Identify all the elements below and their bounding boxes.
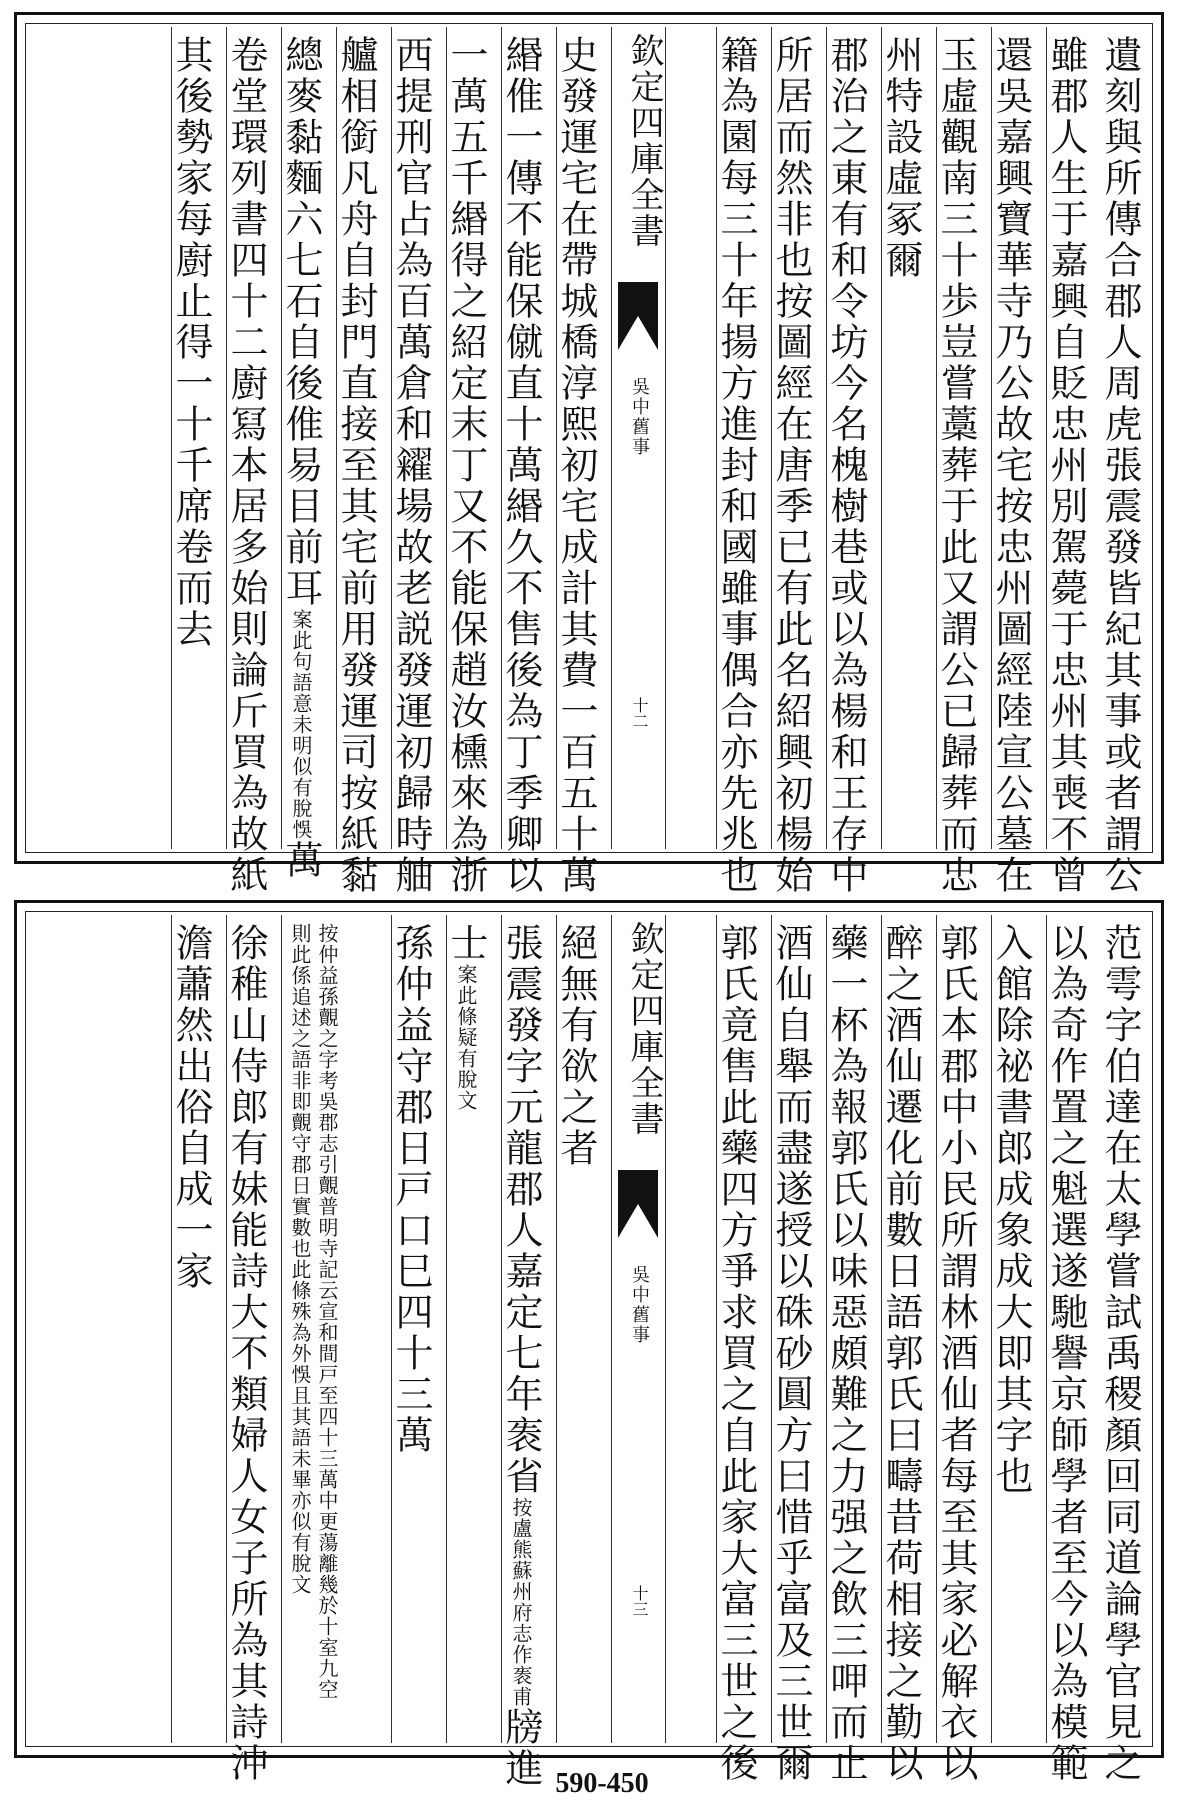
- folio-number: 十二: [630, 697, 649, 729]
- text-column: 范雩字伯達在太學嘗試禹稷顏回同道論學官見之: [1098, 923, 1142, 1784]
- text-column: 孫仲益守郡日戸口巳四十三萬: [391, 915, 446, 1743]
- center-fold: [611, 27, 666, 849]
- text-column: 澹蕭然出俗自成一家: [171, 915, 226, 1743]
- fish-tail-mark-icon: [618, 282, 658, 350]
- text-column: 以為奇作置之魁選遂馳譽京師學者至今以為模範: [1046, 915, 1101, 1743]
- folio-number: 十三: [630, 1585, 649, 1617]
- text-column: 其後勢家每廚止得一十千席卷而去: [171, 27, 226, 849]
- text-column: 卷堂環列書四十二廚冩本居多始則論斤買為故紙: [226, 27, 281, 849]
- editorial-note: 案此條疑有脫文: [454, 964, 478, 1111]
- text-column-with-note: 張震發字元龍郡人嘉定七年袠省按盧熊蘇州府志作袠甫牓進: [501, 915, 556, 1743]
- editorial-note: 按仲益孫覿之字考吳郡志引覿普明寺記云宣和間戸至四十三萬中更蕩離幾於十室九空則此係追述之語非即覿守郡日實數也此條殊為外悞且其語未畢亦似有脫文: [288, 923, 339, 1700]
- book-name: 吳中舊事: [629, 1265, 650, 1345]
- text-column: 徐稚山侍郎有妹能詩大不類婦人女子所為其詩沖: [226, 915, 281, 1743]
- center-fold: [611, 915, 666, 1743]
- text-column: 醉之酒仙遷化前數日語郭氏曰疇昔荷相接之勤以: [881, 915, 936, 1743]
- fish-tail-mark-icon: [618, 1170, 658, 1238]
- text-column: 郭氏竟售此藥四方爭求買之自此家大富三世之後: [716, 915, 771, 1743]
- book-name: 吳中舊事: [629, 377, 650, 457]
- text-column: 郡治之東有和令坊今名槐樹巷或以為楊和王存中: [826, 27, 881, 849]
- blank-column: [665, 915, 716, 1743]
- text-column: 藥一杯為報郭氏以味惡頗難之力强之飲三呷而止: [826, 915, 881, 1743]
- text-column: 所居而然非也按圖經在唐季已有此名紹興初楊始: [771, 27, 826, 849]
- text-column: 絕無有欲之者: [556, 915, 611, 1743]
- text-column: 酒仙自舉而盡遂授以硃砂圓方曰惜乎富及三世爾: [771, 915, 826, 1743]
- book-collection-title: 欽定四庫全書: [624, 921, 664, 1137]
- text-column: 還吳嘉興寶華寺乃公故宅按忠州圖經陸宣公墓在: [991, 27, 1046, 849]
- text-column: 艫相銜凡舟自封門直接至其宅前用發運司按紙黏: [336, 27, 391, 849]
- text-column-with-note: 總麥黏麵六七石自後倠易目前耳案此句語意未明似有脫悞萬: [281, 27, 336, 849]
- text-column: 籍為園每三十年揚方進封和國雖事偶合亦先兆也: [716, 27, 771, 849]
- text-column: 玉虛觀南三十歩豈嘗藁葬于此又謂公已歸葬而忠: [936, 27, 991, 849]
- book-collection-title: 欽定四庫全書: [624, 33, 664, 249]
- top-page: [14, 12, 1164, 896]
- text-column: 緡倠一傳不能保僦直十萬緡久不售後為丁季卿以: [501, 27, 556, 849]
- text-column: 遺刻與所傳合郡人周虎張震發皆紀其事或者謂公: [1098, 35, 1142, 896]
- text-column: 郭氏本郡中小民所謂林酒仙者每至其家必解衣以: [936, 915, 991, 1743]
- text-column: 州特設虛冢爾: [881, 27, 936, 849]
- text-column: 史發運宅在帶城橋淳熙初宅成計其費一百五十萬: [556, 27, 611, 849]
- annotation-block: [281, 915, 391, 1743]
- editorial-note: 按盧熊蘇州府志作袠甫: [509, 1497, 533, 1707]
- editorial-note: 案此句語意未明似有脫悞: [289, 609, 313, 840]
- blank-column: [665, 27, 716, 849]
- text-column-with-note: 士案此條疑有脫文: [446, 915, 501, 1743]
- text-column: 雖郡人生于嘉興自貶忠州別駕薨于忠州其喪不曾: [1046, 27, 1101, 849]
- page-number: 590-450: [555, 1768, 649, 1799]
- text-column: 一萬五千緡得之紹定末丁又不能保趙汝櫄來為浙: [446, 27, 501, 849]
- text-column: 西提刑官占為百萬倉和糴場故老説發運初歸時舳: [391, 27, 446, 849]
- text-column: 入館除祕書郎成象成大即其字也: [991, 915, 1046, 1743]
